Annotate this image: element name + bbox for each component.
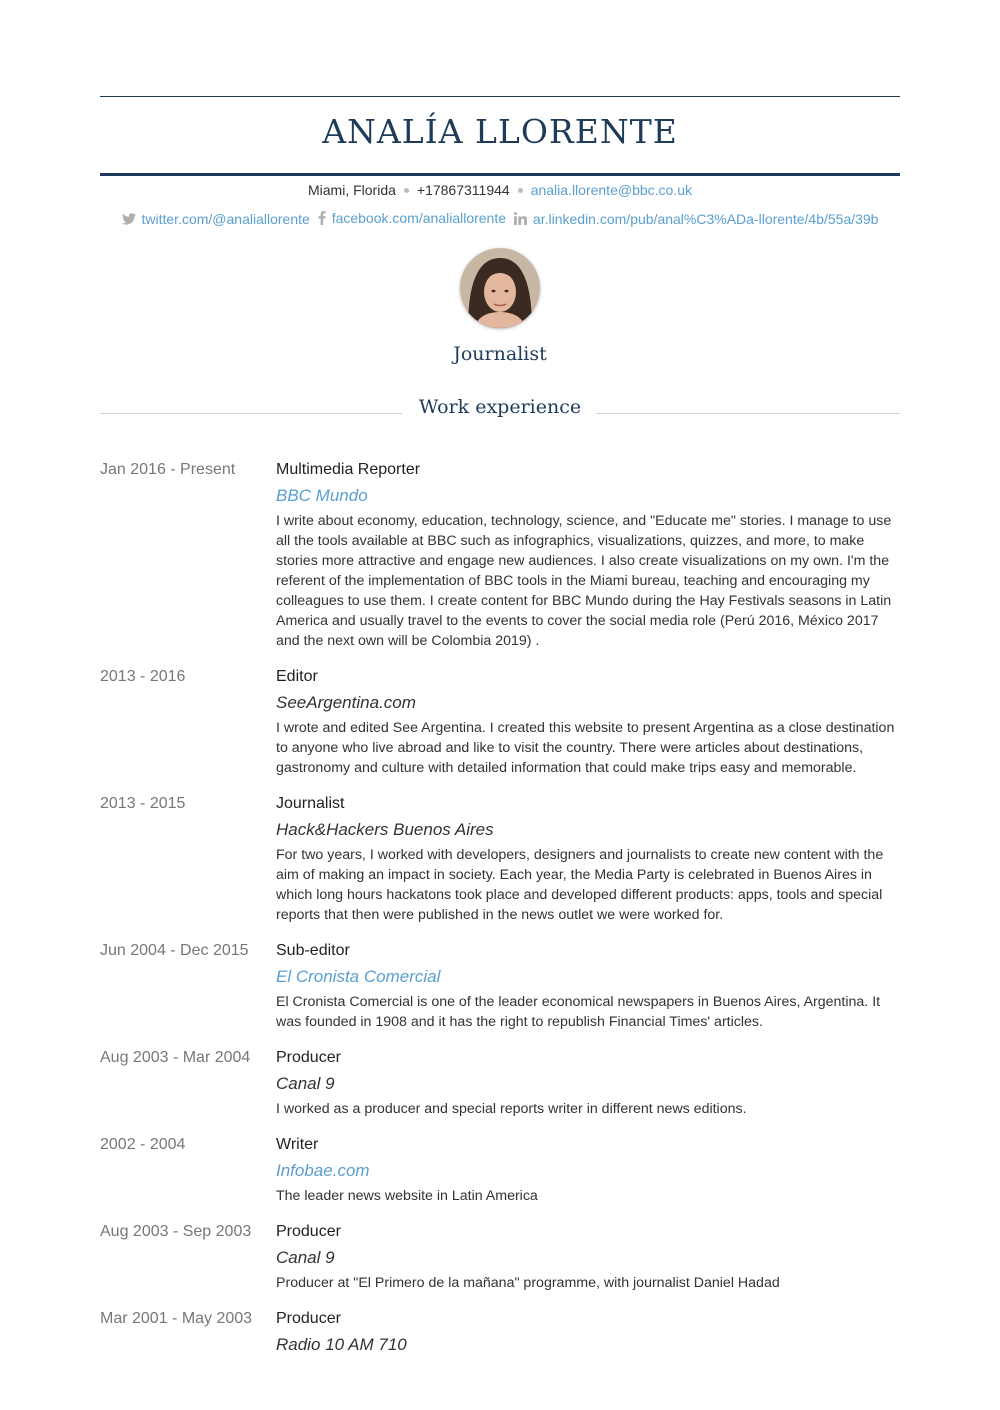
job-company-link[interactable]: BBC Mundo bbox=[276, 486, 368, 505]
job-body bbox=[276, 792, 900, 925]
job-entry bbox=[100, 1133, 900, 1206]
job-entry bbox=[100, 1220, 900, 1293]
job-company-link[interactable]: Infobae.com bbox=[276, 1161, 370, 1180]
job-company: Hack&Hackers Buenos Aires bbox=[276, 820, 494, 839]
job-description: The leader news website in Latin America bbox=[276, 1188, 538, 1204]
work-experience-header bbox=[100, 396, 900, 426]
social-row bbox=[100, 210, 900, 228]
facebook-item[interactable] bbox=[318, 210, 506, 226]
facebook-icon bbox=[318, 211, 326, 225]
separator-dot bbox=[518, 188, 523, 193]
job-company: SeeArgentina.com bbox=[276, 693, 416, 712]
job-title: Writer bbox=[276, 1136, 319, 1153]
job-title: Producer bbox=[276, 1223, 341, 1240]
job-entry bbox=[100, 939, 900, 1032]
job-title: Producer bbox=[276, 1310, 341, 1327]
job-entry bbox=[100, 1307, 900, 1359]
job-description: El Cronista Comercial is one of the leader economical newspapers in Buenos Aires, Argentina. It was founded in 1908 and it has the right to republish Financial Times' articles. bbox=[276, 994, 881, 1030]
twitter-link[interactable]: twitter.com/@analiallorente bbox=[141, 211, 310, 227]
job-date: 2002 - 2004 bbox=[100, 1136, 186, 1153]
avatar bbox=[460, 248, 540, 328]
section-title: Work experience bbox=[418, 396, 582, 418]
separator-dot bbox=[404, 188, 409, 193]
twitter-item[interactable] bbox=[122, 211, 310, 227]
linkedin-item[interactable] bbox=[514, 211, 879, 227]
job-date: Mar 2001 - May 2003 bbox=[100, 1310, 253, 1327]
job-company: Canal 9 bbox=[276, 1074, 335, 1093]
job-description: I worked as a producer and special reports writer in different news editions. bbox=[276, 1101, 747, 1117]
job-title: Journalist bbox=[276, 795, 345, 812]
phone-text: +17867311944 bbox=[416, 182, 510, 198]
job-description: I write about economy, education, technology, science, and "Educate me" stories. I manage to use all the tools available at BBC such as infographics, visualizations, quizzes, and more, to make stories more attractive and engage new audiences. I also create visualizations on my own. I'm the referent of the implementation of BBC tools in the Miami bureau, teaching and encouraging my colleagues to use them. I create content for BBC Mundo during the Hay Festivals seasons in Latin America and usually travel to the events to cover the social media role (Perú 2016, México 2017 and the next own will be Colombia 2019) . bbox=[276, 513, 892, 649]
job-body bbox=[276, 665, 900, 778]
headline: Journalist bbox=[453, 343, 547, 365]
section-rule-right bbox=[596, 413, 900, 414]
header-bottom-rule bbox=[100, 173, 900, 176]
job-company: Canal 9 bbox=[276, 1248, 335, 1267]
job-company: Radio 10 AM 710 bbox=[276, 1335, 407, 1354]
avatar-portrait bbox=[460, 248, 540, 328]
job-title: Producer bbox=[276, 1049, 341, 1066]
job-title: Editor bbox=[276, 668, 318, 685]
email-link[interactable]: analia.llorente@bbc.co.uk bbox=[530, 182, 692, 198]
job-title: Sub-editor bbox=[276, 942, 350, 959]
location-text: Miami, Florida bbox=[307, 182, 396, 198]
job-date: Jun 2004 - Dec 2015 bbox=[100, 942, 249, 959]
job-body bbox=[276, 1307, 900, 1359]
job-body bbox=[276, 1046, 900, 1119]
twitter-icon bbox=[122, 213, 136, 225]
job-title: Multimedia Reporter bbox=[276, 461, 421, 478]
job-date: Jan 2016 - Present bbox=[100, 461, 236, 478]
job-date: 2013 - 2015 bbox=[100, 795, 186, 812]
job-description: I wrote and edited See Argentina. I created this website to present Argentina as a close destination to anyone who live abroad and like to visit the country. There were articles about destinations, gastronomy and culture with detailed information that could make trips easy and memorable. bbox=[276, 720, 895, 776]
job-body bbox=[276, 458, 900, 651]
job-entry bbox=[100, 665, 900, 778]
job-body bbox=[276, 1220, 900, 1293]
job-date: Aug 2003 - Mar 2004 bbox=[100, 1049, 251, 1066]
header-top-rule bbox=[100, 96, 900, 97]
job-entry bbox=[100, 458, 900, 651]
facebook-link[interactable]: facebook.com/analiallorente bbox=[331, 210, 507, 226]
job-entry bbox=[100, 792, 900, 925]
job-body bbox=[276, 939, 900, 1032]
jobs-list bbox=[100, 458, 900, 1373]
linkedin-link[interactable]: ar.linkedin.com/pub/anal%C3%ADa-llorente/4b/55a/39b bbox=[532, 210, 879, 227]
contact-row bbox=[100, 182, 900, 198]
job-entry bbox=[100, 1046, 900, 1119]
candidate-name: ANALÍA LLORENTE bbox=[322, 112, 678, 151]
job-description: For two years, I worked with developers, designers and journalists to create new content with the aim of making an impact in society. Each year, the Media Party is celebrated in Buenos Aires in which long hours hackatons took place and developed different products: apps, tools and special reports that then were published in the news outlet we were worked for. bbox=[276, 847, 884, 923]
job-body bbox=[276, 1133, 900, 1206]
job-company-link[interactable]: El Cronista Comercial bbox=[276, 967, 441, 986]
job-description: Producer at "El Primero de la mañana" programme, with journalist Daniel Hadad bbox=[276, 1275, 780, 1291]
linkedin-icon bbox=[514, 212, 527, 225]
job-date: Aug 2003 - Sep 2003 bbox=[100, 1223, 252, 1240]
job-date: 2013 - 2016 bbox=[100, 668, 186, 685]
